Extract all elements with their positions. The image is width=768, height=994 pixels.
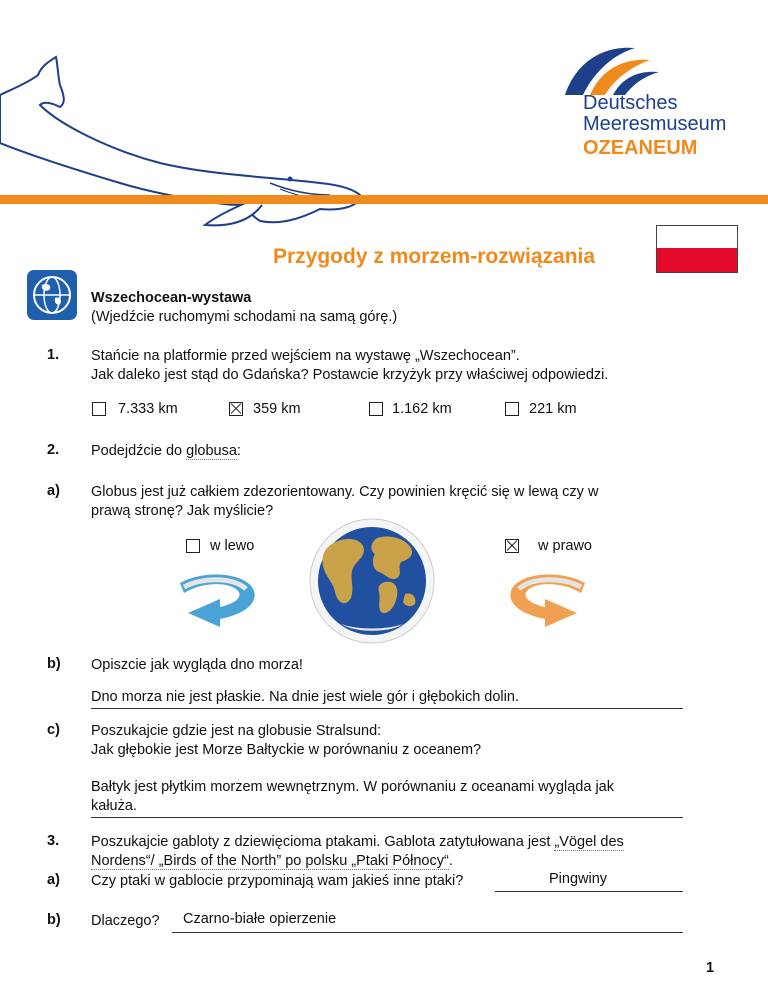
q1-text-line1: Stańcie na platformie przed wejściem na wystawę „Wszechocean”. [91,348,520,364]
q3-line2-b: . [448,853,453,869]
q2b-answer-line [91,708,683,709]
q1-text-line2: Jak daleko jest stąd do Gdańska? Postawcie krzyżyk przy właściwej odpowiedzi. [91,367,609,383]
q2b-answer: Dno morza nie jest płaskie. Na dnie jest wiele gór i głębokich dolin. [91,689,519,705]
q3a-label: a) [47,872,60,888]
q2a-left-label: w lewo [210,538,255,554]
ozeaneum-logo-mark [555,40,665,100]
q3-number: 3. [47,833,60,849]
q3b-answer: Czarno-białe opierzenie [183,911,337,927]
q2b-label: b) [47,656,61,672]
q2-text-globusa: globusa [186,443,237,459]
q2b-question: Opiszcie jak wygląda dno morza! [91,657,303,673]
q1-option1-checkbox[interactable] [92,402,106,416]
rotate-left-arrow-icon [170,565,260,640]
q2c-answer-line [91,817,683,818]
q2c-answer1: Bałtyk jest płytkim morzem wewnętrznym. W porównaniu z oceanami wygląda jak [91,779,614,795]
q3-line1-a: Poszukajcie gabloty z dziewięcioma ptakami. Gablota zatytułowana jest [91,834,555,850]
q1-option4-label: 221 km [529,401,577,417]
page-number: 1 [706,960,715,976]
logo-text-ozeaneum: OZEANEUM [583,137,698,159]
q3b-label: b) [47,912,61,928]
q2a-line1: Globus jest już całkiem zdezorientowany. Czy powinien kręcić się w lewą czy w [91,484,599,500]
q2a-left-checkbox[interactable] [186,539,200,553]
section-subtitle: (Wjedźcie ruchomymi schodami na samą górę.) [91,309,398,325]
globe-illustration [297,516,447,646]
q2a-label: a) [47,483,60,499]
q2c-line1: Poszukajcie gdzie jest na globusie Stralsund: [91,723,382,739]
q1-number: 1. [47,347,60,363]
globe-icon [27,270,77,320]
q3b-answer-line [172,932,683,933]
q2-text-c: : [236,443,241,459]
logo-text-deutsches: Deutsches [583,92,678,114]
header-rule [0,195,768,204]
q1-option3-label: 1.162 km [392,401,452,417]
q2c-label: c) [47,722,60,738]
q1-option2-label: 359 km [253,401,301,417]
q2c-answer2: kałuża. [91,798,137,814]
q3a-answer-line [495,891,683,892]
q3a-question: Czy ptaki w gablocie przypominają wam jakieś inne ptaki? [91,873,464,889]
q3a-answer: Pingwiny [549,871,608,887]
page-title: Przygody z morzem-rozwiązania [273,245,596,268]
logo-text-meeresmuseum: Meeresmuseum [583,113,727,135]
q3-line2-a: Nordens“/ „Birds of the North” po polsku „Ptaki Północy“ [91,853,449,869]
section-title: Wszechocean-wystawa [91,290,252,306]
q2-number: 2. [47,442,60,458]
q1-option2-checkbox[interactable] [229,402,243,416]
q1-option4-checkbox[interactable] [505,402,519,416]
q3b-question: Dlaczego? [91,913,160,929]
q2a-line2: prawą stronę? Jak myślicie? [91,503,274,519]
q2-text [91,442,241,461]
q2c-line2: Jak głębokie jest Morze Bałtyckie w porównaniu z oceanem? [91,742,482,758]
q3-line1 [91,833,624,852]
q1-option1-label: 7.333 km [118,401,178,417]
rotate-right-arrow-icon [505,565,595,640]
q2a-right-label: w prawo [538,538,592,554]
q1-option3-checkbox[interactable] [369,402,383,416]
q2-text-a: Podejdźcie do [91,443,187,459]
q3-line2 [91,852,453,871]
polish-flag-icon [656,225,738,273]
q2a-right-checkbox[interactable] [505,539,519,553]
whale-illustration [0,55,380,235]
q3-line1-b: „Vögel des [554,834,624,850]
